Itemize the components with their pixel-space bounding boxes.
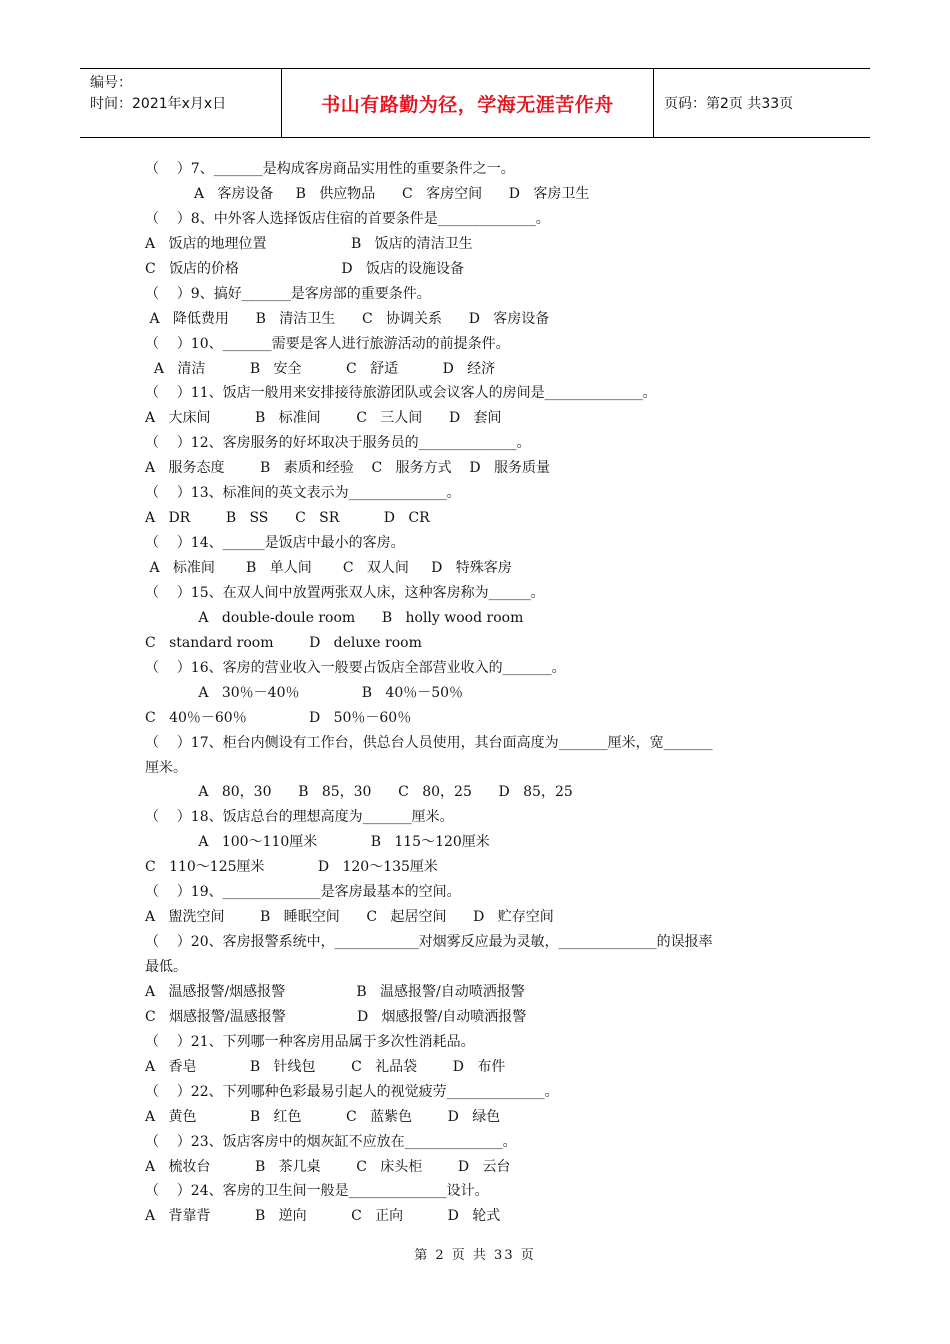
question-line: C standard room D deluxe room [145, 634, 422, 651]
question-line: （ ）15、在双人间中放置两张双人床，这种客房称为______。 [145, 584, 545, 601]
question-line: A 清洁 B 安全 C 舒适 D 经济 [145, 360, 496, 377]
question-line: （ ）7、_______是构成客房商品实用性的重要条件之一。 [145, 161, 515, 177]
question-line: （ ）16、客房的营业收入一般要占饭店全部营业收入的_______。 [145, 659, 566, 676]
document-number-label: 编号： [90, 75, 132, 91]
question-line: A 饭店的地理位置 B 饭店的清洁卫生 [145, 235, 473, 252]
question-line: （ ）21、下列哪一种客房用品属于多次性消耗品。 [145, 1033, 475, 1050]
question-line: A DR B SS C SR D CR [145, 510, 430, 527]
question-line: （ ）11、饭店一般用来安排接待旅游团队或会议客人的房间是______________。 [145, 385, 657, 402]
question-line: A 温感报警/烟感报警 B 温感报警/自动喷洒报警 [145, 983, 525, 1000]
page-header [80, 68, 870, 138]
question-line: （ ）13、标准间的英文表示为______________。 [145, 485, 461, 502]
question-line: （ ）23、饭店客房中的烟灰缸不应放在______________。 [145, 1133, 517, 1150]
question-line: A 梳妆台 B 茶几桌 C 床头柜 D 云台 [145, 1158, 511, 1175]
question-line: （ ）9、搞好_______是客房部的重要条件。 [145, 285, 431, 302]
question-line: 厘米。 [145, 759, 187, 776]
question-line: （ ）20、客房报警系统中，____________对烟雾反应最为灵敏，______________的误报率 [145, 934, 713, 951]
question-line: （ ）18、饭店总台的理想高度为_______厘米。 [145, 809, 454, 826]
question-line: A 香皂 B 针线包 C 礼品袋 D 布件 [145, 1058, 506, 1075]
question-line: （ ）22、下列哪种色彩最易引起人的视觉疲劳______________。 [145, 1083, 559, 1100]
question-line: （ ）24、客房的卫生间一般是______________设计。 [145, 1183, 489, 1200]
question-line: （ ）14、______是饭店中最小的客房。 [145, 535, 405, 552]
question-line: 最低。 [145, 959, 187, 975]
question-line: A 80，30 B 85，30 C 80，25 D 85，25 [145, 784, 573, 801]
question-line: A 黄色 B 红色 C 蓝紫色 D 绿色 [145, 1108, 501, 1125]
question-line: （ ）8、中外客人选择饭店住宿的首要条件是______________。 [145, 210, 550, 227]
question-line: A 客房设备 B 供应物品 C 客房空间 D 客房卫生 [145, 185, 590, 202]
question-line: A 大床间 B 标准间 C 三人间 D 套间 [145, 410, 502, 427]
question-line: （ ）17、柜台内侧设有工作台，供总台人员使用，其台面高度为_______厘米，宽_______ [145, 734, 713, 751]
header-motto: 书山有路勤为径，学海无涯苦作舟 [282, 69, 654, 137]
question-line: C 饭店的价格 D 饭店的设施设备 [145, 260, 464, 277]
header-page-info: 页码：第2页 共33页 [664, 96, 794, 112]
question-line: A 100～110厘米 B 115～120厘米 [145, 834, 490, 851]
document-date: 时间：2021年x月x日 [90, 96, 227, 112]
question-line: C 烟感报警/温感报警 D 烟感报警/自动喷洒报警 [145, 1008, 527, 1025]
question-list [145, 157, 815, 1229]
question-line: （ ）10、_______需要是客人进行旅游活动的前提条件。 [145, 335, 510, 352]
question-line: A 标准间 B 单人间 C 双人间 D 特殊客房 [145, 560, 512, 576]
question-line: A double-doule room B holly wood room [145, 609, 524, 626]
question-line: （ ）19、______________是客房最基本的空间。 [145, 884, 461, 901]
question-line: A 盥洗空间 B 睡眠空间 C 起居空间 D 贮存空间 [145, 909, 554, 926]
page-footer: 第 2 页 共 33 页 [414, 1248, 536, 1263]
header-meta [80, 69, 282, 137]
question-line: A 降低费用 B 清洁卫生 C 协调关系 D 客房设备 [145, 310, 550, 327]
question-line: A 30％－40％ B 40％－50％ [145, 684, 464, 701]
question-line: （ ）12、客房服务的好坏取决于服务员的______________。 [145, 435, 531, 452]
question-line: C 40％－60％ D 50％－60％ [145, 709, 412, 726]
question-line: A 背靠背 B 逆向 C 正向 D 轮式 [145, 1208, 501, 1225]
question-line: C 110～125厘米 D 120～135厘米 [145, 859, 438, 876]
question-line: A 服务态度 B 素质和经验 C 服务方式 D 服务质量 [145, 460, 550, 477]
